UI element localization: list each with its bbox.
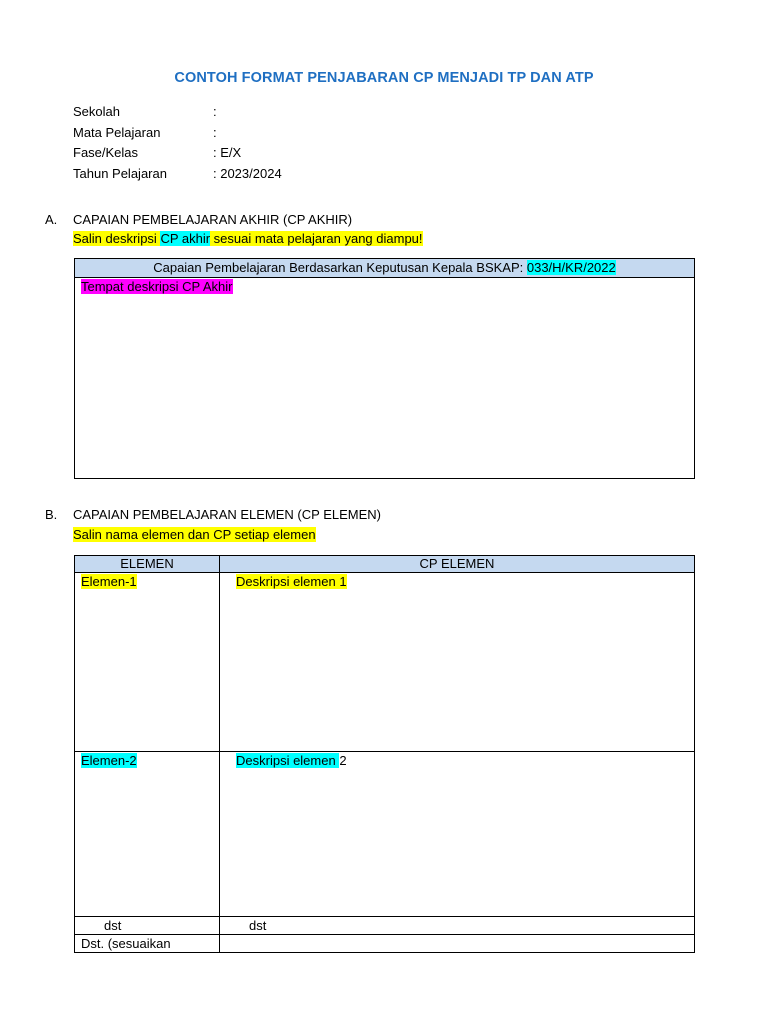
table-row: [75, 752, 695, 917]
section-b-heading: [45, 506, 381, 524]
section-letter: A.: [45, 212, 58, 227]
bskap-code: 033/H/KR/2022: [526, 260, 616, 275]
elemen-name: dst: [104, 918, 122, 933]
section-a-heading: [45, 211, 352, 229]
elemen-name: Elemen-2: [81, 753, 137, 768]
section-title: CAPAIAN PEMBELAJARAN AKHIR (CP AKHIR): [73, 212, 353, 227]
instruction-text: Salin nama elemen dan CP setiap elemen: [73, 527, 316, 542]
info-value: : E/X: [213, 145, 242, 160]
cp-elemen-cell[interactable]: [220, 573, 695, 752]
section-letter: B.: [45, 507, 58, 522]
instruction-highlight: CP akhir: [160, 231, 211, 246]
section-title: CAPAIAN PEMBELAJARAN ELEMEN (CP ELEMEN): [73, 507, 381, 522]
section-b-instruction: [73, 526, 316, 544]
cp-akhir-cell[interactable]: [75, 278, 695, 479]
info-row-mata-pelajaran: [73, 123, 282, 144]
column-header-elemen: ELEMEN: [75, 556, 220, 573]
elemen-description: Deskripsi elemen 1: [236, 574, 347, 589]
header-text: Capaian Pembelajaran Berdasarkan Keputusan Kepala BSKAP:: [153, 260, 527, 275]
elemen-name: Dst. (sesuaikan: [81, 936, 171, 951]
info-label: Fase/Kelas: [73, 145, 139, 160]
cp-elemen-cell[interactable]: [220, 935, 695, 953]
page-title: CONTOH FORMAT PENJABARAN CP MENJADI TP DAN ATP: [174, 70, 594, 86]
info-label: Sekolah: [73, 104, 120, 119]
info-row-sekolah: [73, 102, 282, 123]
table-row: [75, 573, 695, 752]
column-header-cp-elemen: CP ELEMEN: [220, 556, 695, 573]
elemen-description-rest: 2: [339, 753, 347, 768]
elemen-cell[interactable]: [75, 752, 220, 917]
cp-akhir-table: [74, 258, 695, 479]
info-value: :: [213, 124, 217, 140]
cp-akhir-table-header: [75, 259, 695, 278]
cp-elemen-table: [74, 555, 695, 953]
cp-elemen-cell[interactable]: [220, 752, 695, 917]
elemen-cell[interactable]: [75, 573, 220, 752]
cp-elemen-cell[interactable]: [220, 917, 695, 935]
info-block: [73, 102, 282, 184]
table-row: [75, 935, 695, 953]
table-row: [75, 917, 695, 935]
elemen-name: Elemen-1: [81, 574, 137, 589]
info-value: :: [213, 104, 217, 119]
info-value: : 2023/2024: [213, 165, 282, 181]
info-row-tahun-pelajaran: [73, 164, 282, 185]
cp-akhir-placeholder: Tempat deskripsi CP Akhir: [81, 279, 233, 294]
info-row-fase-kelas: [73, 143, 282, 164]
section-a-instruction: [73, 230, 423, 248]
elemen-description: dst: [249, 918, 267, 933]
info-label: Mata Pelajaran: [73, 124, 161, 140]
instruction-text: sesuai mata pelajaran yang diampu!: [210, 231, 423, 246]
elemen-cell[interactable]: [75, 917, 220, 935]
elemen-cell[interactable]: [75, 935, 220, 953]
elemen-description: Deskripsi elemen: [236, 753, 340, 768]
instruction-text: Salin deskripsi: [73, 231, 161, 246]
info-label: Tahun Pelajaran: [73, 165, 167, 181]
